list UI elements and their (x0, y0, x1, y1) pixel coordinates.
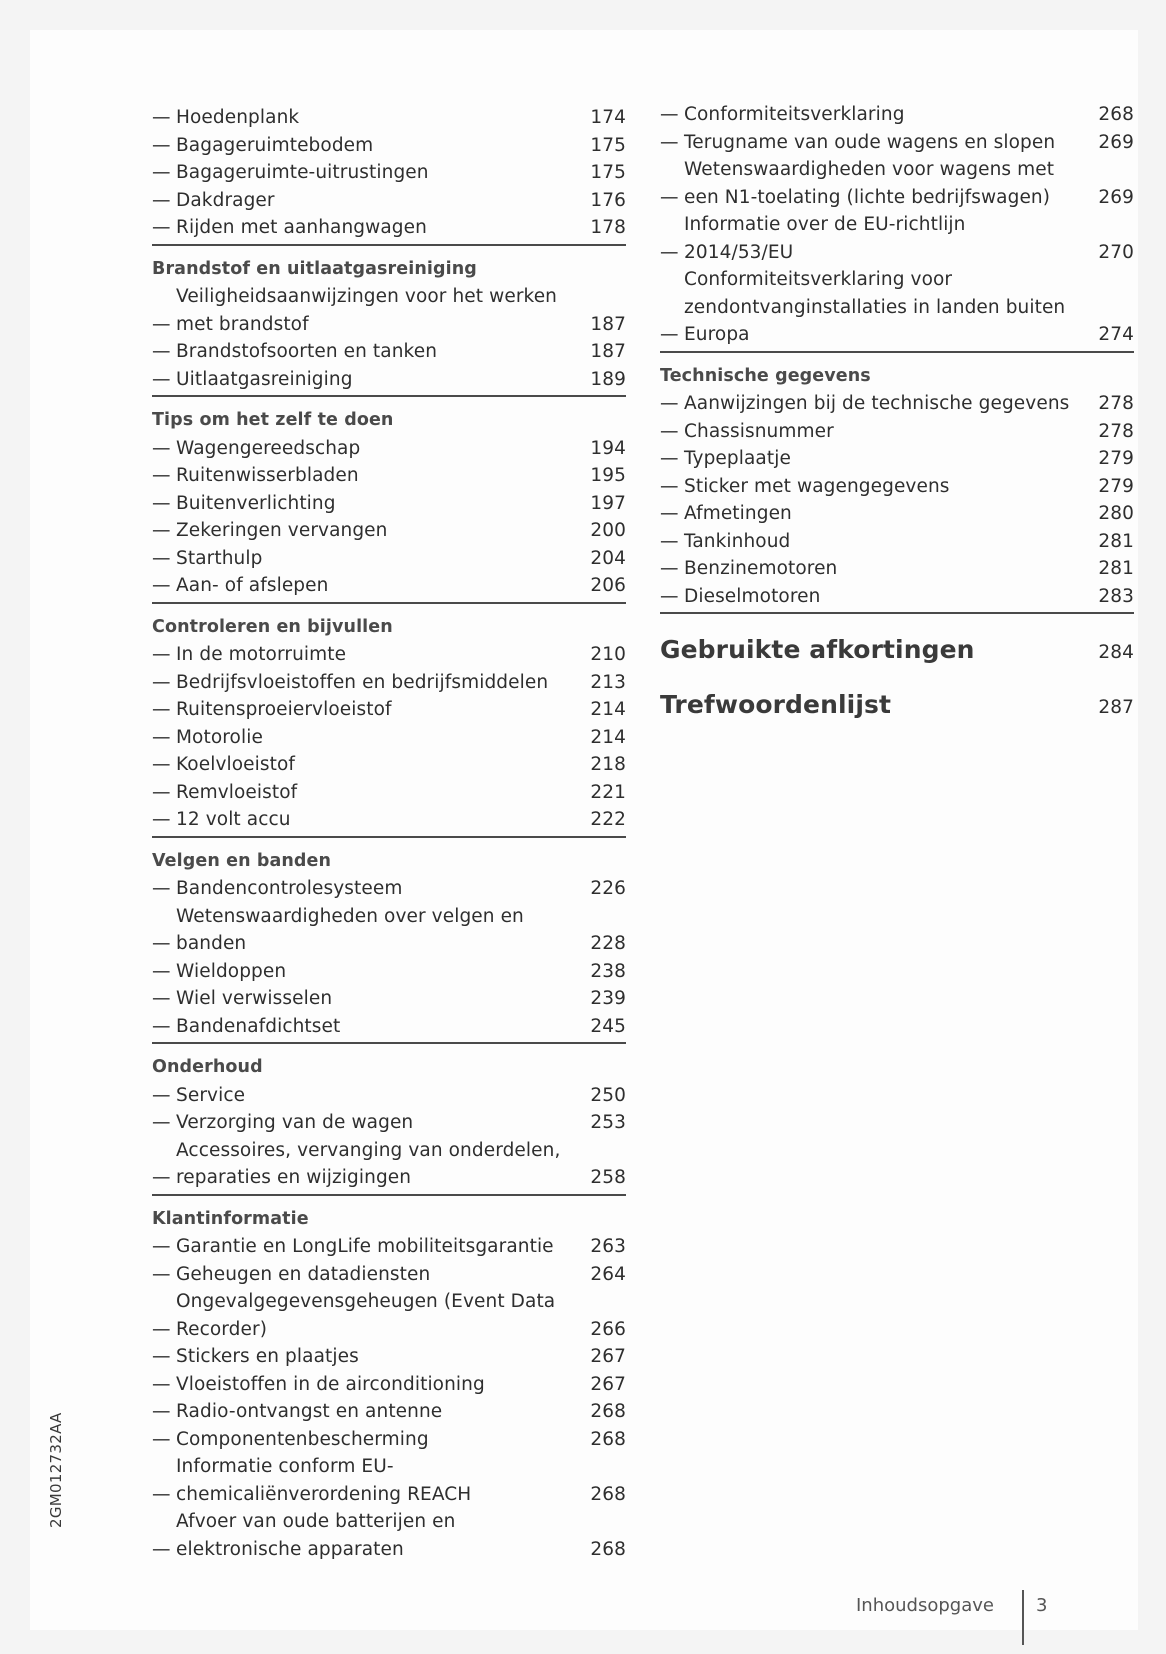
dash: — (152, 107, 171, 128)
toc-entry-title: Wiel verwisselen (176, 988, 333, 1009)
toc-section-fuel (152, 256, 626, 398)
dash: — (152, 465, 171, 486)
toc-entry[interactable] (152, 958, 626, 986)
dash: — (152, 134, 171, 156)
dash: — (152, 1401, 171, 1422)
dash: — (152, 1318, 171, 1340)
dash: — (152, 313, 171, 335)
toc-entry-title: Bandencontrolesysteem (176, 878, 403, 899)
toc-entry[interactable] (660, 101, 1134, 129)
toc-section-maintenance (152, 1054, 626, 1196)
toc-entry-page: 274 (1098, 324, 1134, 345)
dash: — (660, 186, 679, 208)
dash: — (152, 1483, 171, 1505)
toc-entry[interactable] (152, 875, 626, 903)
toc-entry-page: 187 (590, 341, 626, 362)
toc-entry-title: Informatie conform EU-chemicaliënverordening REACH (176, 1456, 472, 1505)
toc-entry-title: Afmetingen (684, 503, 792, 524)
toc-entry-page: 267 (590, 1346, 626, 1367)
toc-entry[interactable] (152, 779, 626, 807)
toc-entry-title: Afvoer van oude batterijen en elektronische apparaten (176, 1511, 456, 1560)
toc-entry[interactable] (152, 104, 626, 132)
dash: — (152, 988, 171, 1009)
toc-entry-page: 214 (590, 726, 626, 748)
toc-entry-title: Terugname van oude wagens en slopen (684, 131, 1056, 153)
toc-entry[interactable] (152, 490, 626, 518)
toc-entry-title: Stickers en plaatjes (176, 1346, 359, 1367)
toc-entry[interactable] (152, 572, 626, 600)
dash: — (152, 726, 171, 748)
dash: — (152, 960, 171, 982)
toc-entry-page: 213 (590, 671, 626, 693)
toc-entry-page: 214 (590, 699, 626, 720)
toc-entry-title: Hoedenplank (176, 107, 300, 128)
toc-entry-title: Verzorging van de wagen (176, 1112, 414, 1133)
toc-entry-page: 174 (590, 107, 626, 128)
toc-entry-title: Veiligheidsaanwijzingen voor het werken met brandstof (176, 286, 557, 335)
toc-entry[interactable] (152, 903, 626, 958)
toc-section-customer-info-cont (660, 101, 1134, 353)
toc-entry[interactable] (152, 517, 626, 545)
toc-entry[interactable] (660, 473, 1134, 501)
toc-entry-title: Wetenswaardigheden voor wagens met een N1-toelating (lichte bedrijfswagen) (684, 159, 1055, 208)
toc-entry-page: 278 (1098, 420, 1134, 442)
toc-entry[interactable] (152, 724, 626, 752)
toc-section-diy-tips (152, 407, 626, 604)
toc-entry-page: 264 (590, 1263, 626, 1285)
dash: — (152, 1112, 171, 1133)
toc-entry-title: Rijden met aanhangwagen (176, 217, 427, 238)
toc-entry-page: 222 (590, 809, 626, 830)
dash: — (660, 393, 679, 414)
toc-entry-page: 178 (590, 217, 626, 238)
toc-section-heading[interactable]: Controleren en bijvullen (152, 616, 393, 637)
toc-entry-title: Sticker met wagengegevens (684, 475, 950, 497)
toc-entry-title: Bagageruimte-uitrustingen (176, 162, 429, 183)
toc-entry-title: Typeplaatje (684, 448, 791, 469)
toc-entry-title: In de motorruimte (176, 644, 347, 665)
toc-entry-page: 206 (590, 575, 626, 596)
toc-entry[interactable] (152, 1398, 626, 1426)
dash: — (660, 558, 679, 579)
toc-entry[interactable] (152, 132, 626, 160)
footer-section-name: Inhoudsopgave (856, 1595, 994, 1616)
toc-entry[interactable] (660, 583, 1134, 611)
toc-entry-title: Benzinemotoren (684, 558, 838, 579)
toc-entry-page: 268 (590, 1538, 626, 1560)
toc-entry[interactable] (152, 985, 626, 1013)
dash: — (152, 644, 171, 665)
footer-divider (1022, 1590, 1024, 1645)
toc-entry-title: Radio-ontvangst en antenne (176, 1401, 443, 1422)
toc-left-column (152, 104, 626, 1575)
toc-entry-title: Geheugen en datadiensten (176, 1263, 431, 1285)
toc-entry-title: Aan- of afslepen (176, 575, 329, 596)
toc-section-heading[interactable]: Onderhoud (152, 1057, 263, 1077)
toc-entry-title: Accessoires, vervanging van onderdelen, reparaties en wijzigingen (176, 1139, 561, 1188)
toc-entry[interactable] (660, 266, 1134, 349)
dash: — (152, 671, 171, 693)
dash: — (152, 1167, 171, 1188)
toc-entry-title: Dakdrager (176, 189, 275, 211)
dash: — (152, 1538, 171, 1560)
toc-section-check-refill (152, 614, 626, 838)
toc-entry-page: 269 (1098, 131, 1134, 153)
toc-section-heading[interactable]: Klantinformatie (152, 1208, 309, 1229)
toc-entry-title: Zekeringen vervangen (176, 520, 388, 541)
toc-entry[interactable] (152, 1233, 626, 1261)
toc-entry[interactable] (152, 214, 626, 242)
toc-entry[interactable] (152, 187, 626, 215)
dash: — (152, 1428, 171, 1450)
toc-entry-title: Tankinhoud (684, 530, 791, 552)
toc-chapter-page: 287 (1098, 697, 1134, 718)
toc-entry[interactable] (152, 1082, 626, 1110)
toc-entry-page: 221 (590, 781, 626, 803)
toc-entry-page: 280 (1098, 503, 1134, 524)
toc-entry-page: 239 (590, 988, 626, 1009)
toc-entry-title: Bandenafdichtset (176, 1015, 341, 1037)
toc-entry-title: Buitenverlichting (176, 492, 336, 514)
dash: — (152, 1236, 171, 1257)
toc-section-heading[interactable]: Velgen en banden (152, 850, 332, 871)
toc-section-wheels-tyres (152, 848, 626, 1045)
toc-entry-page: 281 (1098, 558, 1134, 579)
toc-entry-title: Chassisnummer (684, 420, 834, 442)
toc-entry[interactable] (660, 445, 1134, 473)
toc-entry[interactable] (152, 1426, 626, 1454)
toc-entry-page: 197 (590, 492, 626, 514)
dash: — (152, 781, 171, 803)
dash: — (660, 241, 679, 263)
dash: — (152, 1084, 171, 1106)
dash: — (152, 217, 171, 238)
toc-entry-title: Remvloeistof (176, 781, 298, 803)
toc-entry[interactable] (152, 696, 626, 724)
toc-entry-title: Uitlaatgasreiniging (176, 368, 353, 390)
toc-entry-page: 269 (1098, 186, 1134, 208)
toc-entry[interactable] (152, 1343, 626, 1371)
toc-entry[interactable] (660, 500, 1134, 528)
toc-section-customer-info (152, 1206, 626, 1566)
dash: — (152, 1373, 171, 1395)
toc-entry-page: 258 (590, 1167, 626, 1188)
toc-entry-title: Componentenbescherming (176, 1428, 429, 1450)
toc-entry[interactable] (660, 156, 1134, 211)
dash: — (152, 189, 171, 211)
toc-entry-title: Bagageruimtebodem (176, 134, 374, 156)
toc-entry[interactable] (152, 338, 626, 366)
toc-section-technical-data (660, 363, 1134, 615)
dash: — (152, 699, 171, 720)
toc-entry-page: 194 (590, 437, 626, 459)
toc-entry-page: 281 (1098, 530, 1134, 552)
toc-entry-page: 176 (590, 189, 626, 211)
toc-entry-page: 267 (590, 1373, 626, 1395)
dash: — (152, 575, 171, 596)
dash: — (660, 104, 679, 125)
toc-entry-page: 238 (590, 960, 626, 982)
toc-entry-title: Motorolie (176, 726, 263, 748)
toc-entry-title: Ruitenwisserbladen (176, 465, 359, 486)
dash: — (152, 1346, 171, 1367)
toc-entry[interactable] (152, 1261, 626, 1289)
dash: — (152, 878, 171, 899)
dash: — (152, 492, 171, 514)
toc-entry[interactable] (152, 1371, 626, 1399)
toc-entry-page: 195 (590, 465, 626, 486)
dash: — (152, 809, 171, 830)
toc-entry-title: Conformiteitsverklaring voor zendontvanginstallaties in landen buiten Europa (684, 269, 1066, 345)
dash: — (152, 754, 171, 775)
toc-entry-page: 268 (1098, 104, 1134, 125)
toc-entry[interactable] (152, 1109, 626, 1137)
toc-entry[interactable] (152, 545, 626, 573)
toc-entry-page: 189 (590, 368, 626, 390)
toc-section-cargo (152, 104, 626, 246)
toc-entry-page: 245 (590, 1015, 626, 1037)
toc-entry-title: 12 volt accu (176, 809, 291, 830)
toc-entry-page: 278 (1098, 393, 1134, 414)
toc-entry-page: 204 (590, 547, 626, 569)
toc-entry[interactable] (660, 528, 1134, 556)
toc-entry-page: 270 (1098, 241, 1134, 263)
toc-entry-title: Ongevalgegevensgeheugen (Event Data Recorder) (176, 1291, 556, 1340)
toc-entry[interactable] (152, 1288, 626, 1343)
toc-entry[interactable] (152, 1453, 626, 1508)
toc-entry-page: 218 (590, 754, 626, 775)
toc-entry[interactable] (152, 641, 626, 669)
dash: — (660, 585, 679, 607)
toc-entry-title: Service (176, 1084, 246, 1106)
toc-entry-page: 279 (1098, 475, 1134, 497)
toc-entry-page: 175 (590, 162, 626, 183)
toc-chapter-page: 284 (1098, 642, 1134, 663)
toc-entry[interactable] (660, 129, 1134, 157)
toc-entry-title: Dieselmotoren (684, 585, 821, 607)
toc-entry-title: Informatie over de EU-richtlijn 2014/53/EU (684, 214, 966, 263)
dash: — (152, 162, 171, 183)
dash: — (152, 368, 171, 390)
toc-chapter-title: Gebruikte afkortingen (660, 635, 975, 664)
dash: — (660, 503, 679, 524)
toc-entry-page: 253 (590, 1112, 626, 1133)
toc-entry-title: Wetenswaardigheden over velgen en banden (176, 905, 524, 954)
toc-entry-page: 268 (590, 1483, 626, 1505)
toc-entry[interactable] (152, 1013, 626, 1041)
toc-entry-page: 228 (590, 933, 626, 954)
dash: — (660, 324, 679, 345)
dash: — (152, 341, 171, 362)
toc-entry-page: 250 (590, 1084, 626, 1106)
toc-entry[interactable] (152, 159, 626, 187)
toc-entry-title: Ruitensproeiervloeistof (176, 699, 392, 720)
toc-entry[interactable] (152, 366, 626, 394)
toc-entry-page: 187 (590, 313, 626, 335)
toc-entry-title: Starthulp (176, 547, 263, 569)
toc-entry[interactable] (152, 435, 626, 463)
toc-chapter-title: Trefwoordenlijst (660, 690, 892, 719)
toc-entry[interactable] (660, 390, 1134, 418)
toc-entry-page: 175 (590, 134, 626, 156)
toc-section-heading[interactable]: Brandstof en uitlaatgasreiniging (152, 258, 477, 279)
dash: — (152, 437, 171, 459)
dash: — (660, 448, 679, 469)
toc-entry[interactable] (152, 751, 626, 779)
toc-entry-page: 210 (590, 644, 626, 665)
toc-entry[interactable] (152, 462, 626, 490)
dash: — (152, 520, 171, 541)
toc-entry-title: Conformiteitsverklaring (684, 104, 905, 125)
toc-entry-page: 268 (590, 1401, 626, 1422)
document-code: 2GM012732AA (47, 1412, 65, 1528)
toc-entry-page: 279 (1098, 448, 1134, 469)
footer-page-number: 3 (1035, 1595, 1048, 1616)
toc-entry[interactable] (152, 669, 626, 697)
toc-entry-title: Vloeistoffen in de airconditioning (176, 1373, 485, 1395)
toc-entry-page: 226 (590, 878, 626, 899)
dash: — (660, 475, 679, 497)
toc-entry-page: 263 (590, 1236, 626, 1257)
dash: — (152, 933, 171, 954)
toc-section-heading[interactable]: Tips om het zelf te doen (152, 410, 394, 430)
toc-entry[interactable] (660, 211, 1134, 266)
toc-entry-title: Bedrijfsvloeistoffen en bedrijfsmiddelen (176, 671, 549, 693)
toc-entry[interactable] (660, 418, 1134, 446)
toc-entry-title: Koelvloeistof (176, 754, 296, 775)
dash: — (152, 547, 171, 569)
toc-chapter-abbreviations[interactable] (660, 624, 1134, 679)
toc-entry[interactable] (152, 1508, 626, 1563)
toc-entry-page: 283 (1098, 585, 1134, 607)
toc-entry[interactable] (152, 1137, 626, 1192)
toc-entry[interactable] (152, 283, 626, 338)
toc-entry-page: 200 (590, 520, 626, 541)
toc-entry-title: Wagengereedschap (176, 437, 361, 459)
dash: — (660, 420, 679, 442)
toc-entry-title: Wieldoppen (176, 960, 287, 982)
toc-entry[interactable] (152, 806, 626, 834)
toc-entry-title: Aanwijzingen bij de technische gegevens (684, 393, 1070, 414)
toc-chapter-index[interactable] (660, 679, 1134, 734)
dash: — (152, 1263, 171, 1285)
page-footer (856, 1578, 1047, 1633)
toc-entry-page: 268 (590, 1428, 626, 1450)
toc-right-column (660, 101, 1134, 734)
toc-entry-title: Brandstofsoorten en tanken (176, 341, 438, 362)
document-page (30, 30, 1138, 1630)
dash: — (152, 1015, 171, 1037)
dash: — (660, 530, 679, 552)
dash: — (660, 131, 679, 153)
toc-entry[interactable] (660, 555, 1134, 583)
toc-entry-page: 266 (590, 1318, 626, 1340)
toc-entry-title: Garantie en LongLife mobiliteitsgarantie (176, 1236, 554, 1257)
toc-section-heading[interactable]: Technische gegevens (660, 365, 871, 386)
